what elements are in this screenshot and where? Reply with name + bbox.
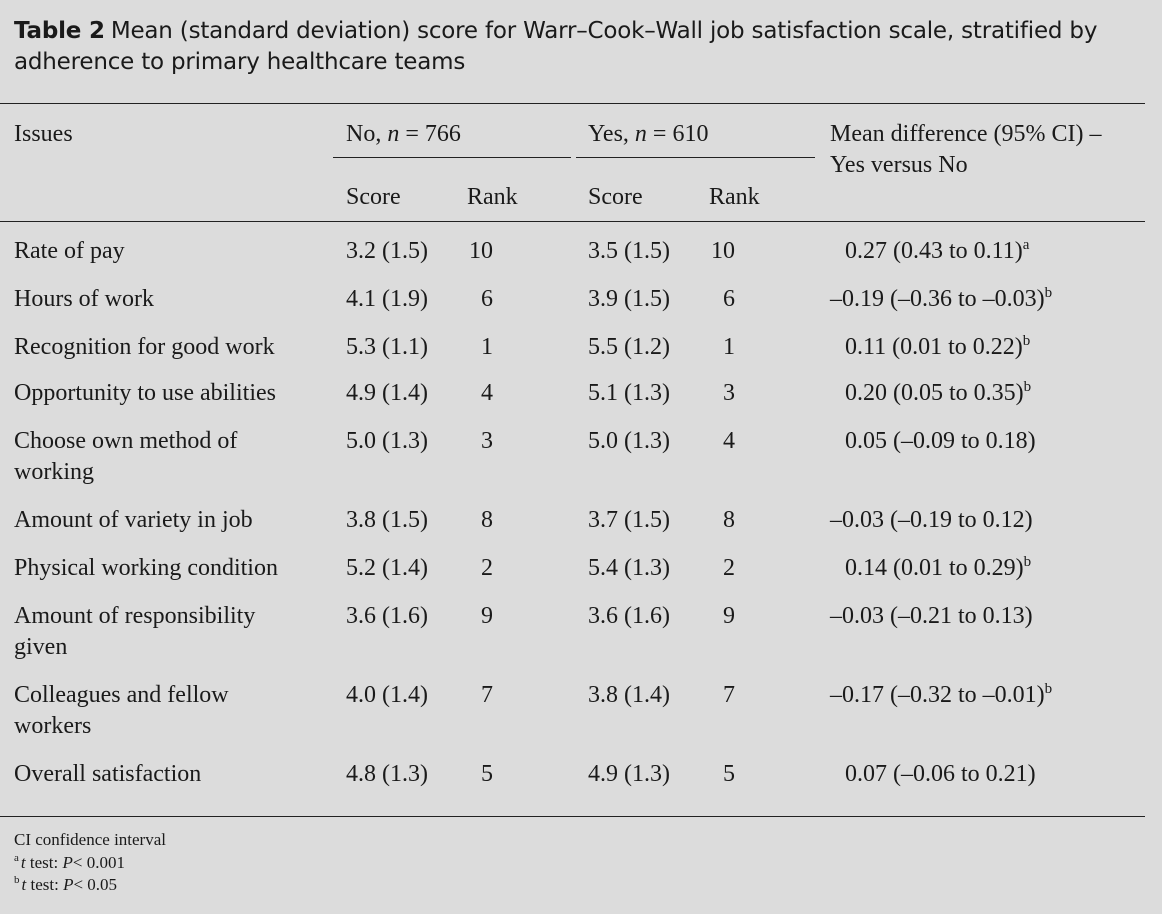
- row-diff-value: 0.05 (–0.09 to 0.18): [845, 428, 1036, 454]
- row-yes-score: 5.1 (1.3): [588, 380, 670, 406]
- row-diff-value: –0.19 (–0.36 to –0.03): [830, 286, 1045, 312]
- row-yes-score: 5.4 (1.3): [588, 555, 670, 581]
- row-mean-difference: [845, 236, 1029, 267]
- row-issue: Physical working condition: [14, 555, 278, 581]
- row-no-rank: 3: [481, 428, 493, 454]
- row-no-score: 4.8 (1.3): [346, 761, 428, 787]
- row-issue: working: [14, 459, 94, 485]
- row-mean-difference: [845, 426, 1036, 457]
- header-yes-group: Yes, n = 610: [588, 121, 709, 147]
- row-yes-score: 4.9 (1.3): [588, 761, 670, 787]
- row-mean-difference: [830, 284, 1052, 315]
- row-no-score: 3.6 (1.6): [346, 603, 428, 629]
- row-no-rank: 6: [481, 286, 493, 312]
- row-yes-rank: 9: [723, 603, 735, 629]
- footnote-a: $^a$ t test: P< 0.001: [14, 852, 125, 872]
- row-issue: Opportunity to use abilities: [14, 380, 276, 406]
- row-no-score: 5.2 (1.4): [346, 555, 428, 581]
- row-no-rank: 4: [481, 380, 493, 406]
- header-yes-rank: Rank: [709, 184, 760, 210]
- row-issue: Amount of variety in job: [14, 507, 253, 533]
- row-no-rank: 1: [481, 334, 493, 360]
- header-no-rank: Rank: [467, 184, 518, 210]
- row-no-score: 4.1 (1.9): [346, 286, 428, 312]
- header-rule: [0, 221, 1145, 222]
- row-diff-value: –0.03 (–0.19 to 0.12): [830, 507, 1033, 533]
- row-yes-rank: 5: [723, 761, 735, 787]
- row-issue: Recognition for good work: [14, 334, 275, 360]
- row-mean-difference: [830, 680, 1052, 711]
- header-yes-score: Score: [588, 184, 643, 210]
- row-yes-score: 5.0 (1.3): [588, 428, 670, 454]
- row-footnote-mark: b: [1023, 554, 1032, 570]
- row-no-score: 3.8 (1.5): [346, 507, 428, 533]
- row-mean-difference: [845, 332, 1030, 363]
- row-diff-value: 0.14 (0.01 to 0.29): [845, 555, 1024, 581]
- row-mean-difference: [845, 378, 1031, 409]
- row-diff-value: 0.11 (0.01 to 0.22): [845, 334, 1023, 360]
- row-no-score: 5.0 (1.3): [346, 428, 428, 454]
- row-yes-score: 3.6 (1.6): [588, 603, 670, 629]
- row-yes-rank: 3: [723, 380, 735, 406]
- row-issue: Amount of responsibility: [14, 603, 256, 629]
- row-footnote-mark: b: [1044, 681, 1053, 697]
- row-no-rank: 7: [481, 682, 493, 708]
- table-title: Mean (standard deviation) score for Warr–Cook–Wall job satisfaction scale, stratified by adherence to primary healthcare teams: [14, 18, 1098, 75]
- header-mean-diff-line1: Mean difference (95% CI) –: [830, 121, 1102, 147]
- table-caption: [14, 16, 1144, 78]
- row-yes-rank: 10: [711, 238, 735, 264]
- row-no-score: 5.3 (1.1): [346, 334, 428, 360]
- row-diff-value: –0.03 (–0.21 to 0.13): [830, 603, 1033, 629]
- table-label: Table 2: [14, 18, 105, 44]
- footnote-b: $^b$ t test: P< 0.05: [14, 874, 118, 894]
- row-no-rank: 5: [481, 761, 493, 787]
- yes-group-rule: [576, 157, 815, 158]
- row-no-score: 3.2 (1.5): [346, 238, 428, 264]
- row-diff-value: 0.20 (0.05 to 0.35): [845, 380, 1024, 406]
- row-issue: Rate of pay: [14, 238, 125, 264]
- row-mean-difference: [830, 601, 1033, 632]
- row-issue: Colleagues and fellow: [14, 682, 229, 708]
- row-yes-rank: 1: [723, 334, 735, 360]
- row-diff-value: 0.07 (–0.06 to 0.21): [845, 761, 1036, 787]
- row-yes-rank: 4: [723, 428, 735, 454]
- header-no-score: Score: [346, 184, 401, 210]
- row-mean-difference: [830, 505, 1033, 536]
- row-issue: Choose own method of: [14, 428, 238, 454]
- row-mean-difference: [845, 759, 1036, 790]
- row-yes-score: 3.8 (1.4): [588, 682, 670, 708]
- row-issue: Overall satisfaction: [14, 761, 202, 787]
- row-footnote-mark: a: [1022, 237, 1030, 253]
- row-yes-score: 3.9 (1.5): [588, 286, 670, 312]
- no-group-rule: [333, 157, 571, 158]
- row-footnote-mark: b: [1044, 285, 1053, 301]
- row-no-rank: 10: [469, 238, 493, 264]
- row-issue: Hours of work: [14, 286, 154, 312]
- row-no-rank: 8: [481, 507, 493, 533]
- row-no-score: 4.9 (1.4): [346, 380, 428, 406]
- row-issue: workers: [14, 713, 92, 739]
- bottom-rule: [0, 816, 1145, 817]
- row-no-score: 4.0 (1.4): [346, 682, 428, 708]
- row-footnote-mark: b: [1023, 379, 1032, 395]
- row-diff-value: –0.17 (–0.32 to –0.01): [830, 682, 1045, 708]
- row-footnote-mark: b: [1022, 333, 1031, 349]
- row-mean-difference: [845, 553, 1031, 584]
- row-yes-rank: 8: [723, 507, 735, 533]
- top-rule: [0, 103, 1145, 104]
- row-yes-score: 5.5 (1.2): [588, 334, 670, 360]
- row-yes-score: 3.7 (1.5): [588, 507, 670, 533]
- row-diff-value: 0.27 (0.43 to 0.11): [845, 238, 1023, 264]
- header-mean-diff-line2: Yes versus No: [830, 152, 968, 178]
- row-no-rank: 2: [481, 555, 493, 581]
- footnote-ci: CI confidence interval: [14, 830, 166, 849]
- row-yes-score: 3.5 (1.5): [588, 238, 670, 264]
- row-issue: given: [14, 634, 68, 660]
- row-yes-rank: 2: [723, 555, 735, 581]
- header-no-group: No, n = 766: [346, 121, 461, 147]
- header-issues: Issues: [14, 121, 73, 147]
- row-yes-rank: 7: [723, 682, 735, 708]
- row-yes-rank: 6: [723, 286, 735, 312]
- row-no-rank: 9: [481, 603, 493, 629]
